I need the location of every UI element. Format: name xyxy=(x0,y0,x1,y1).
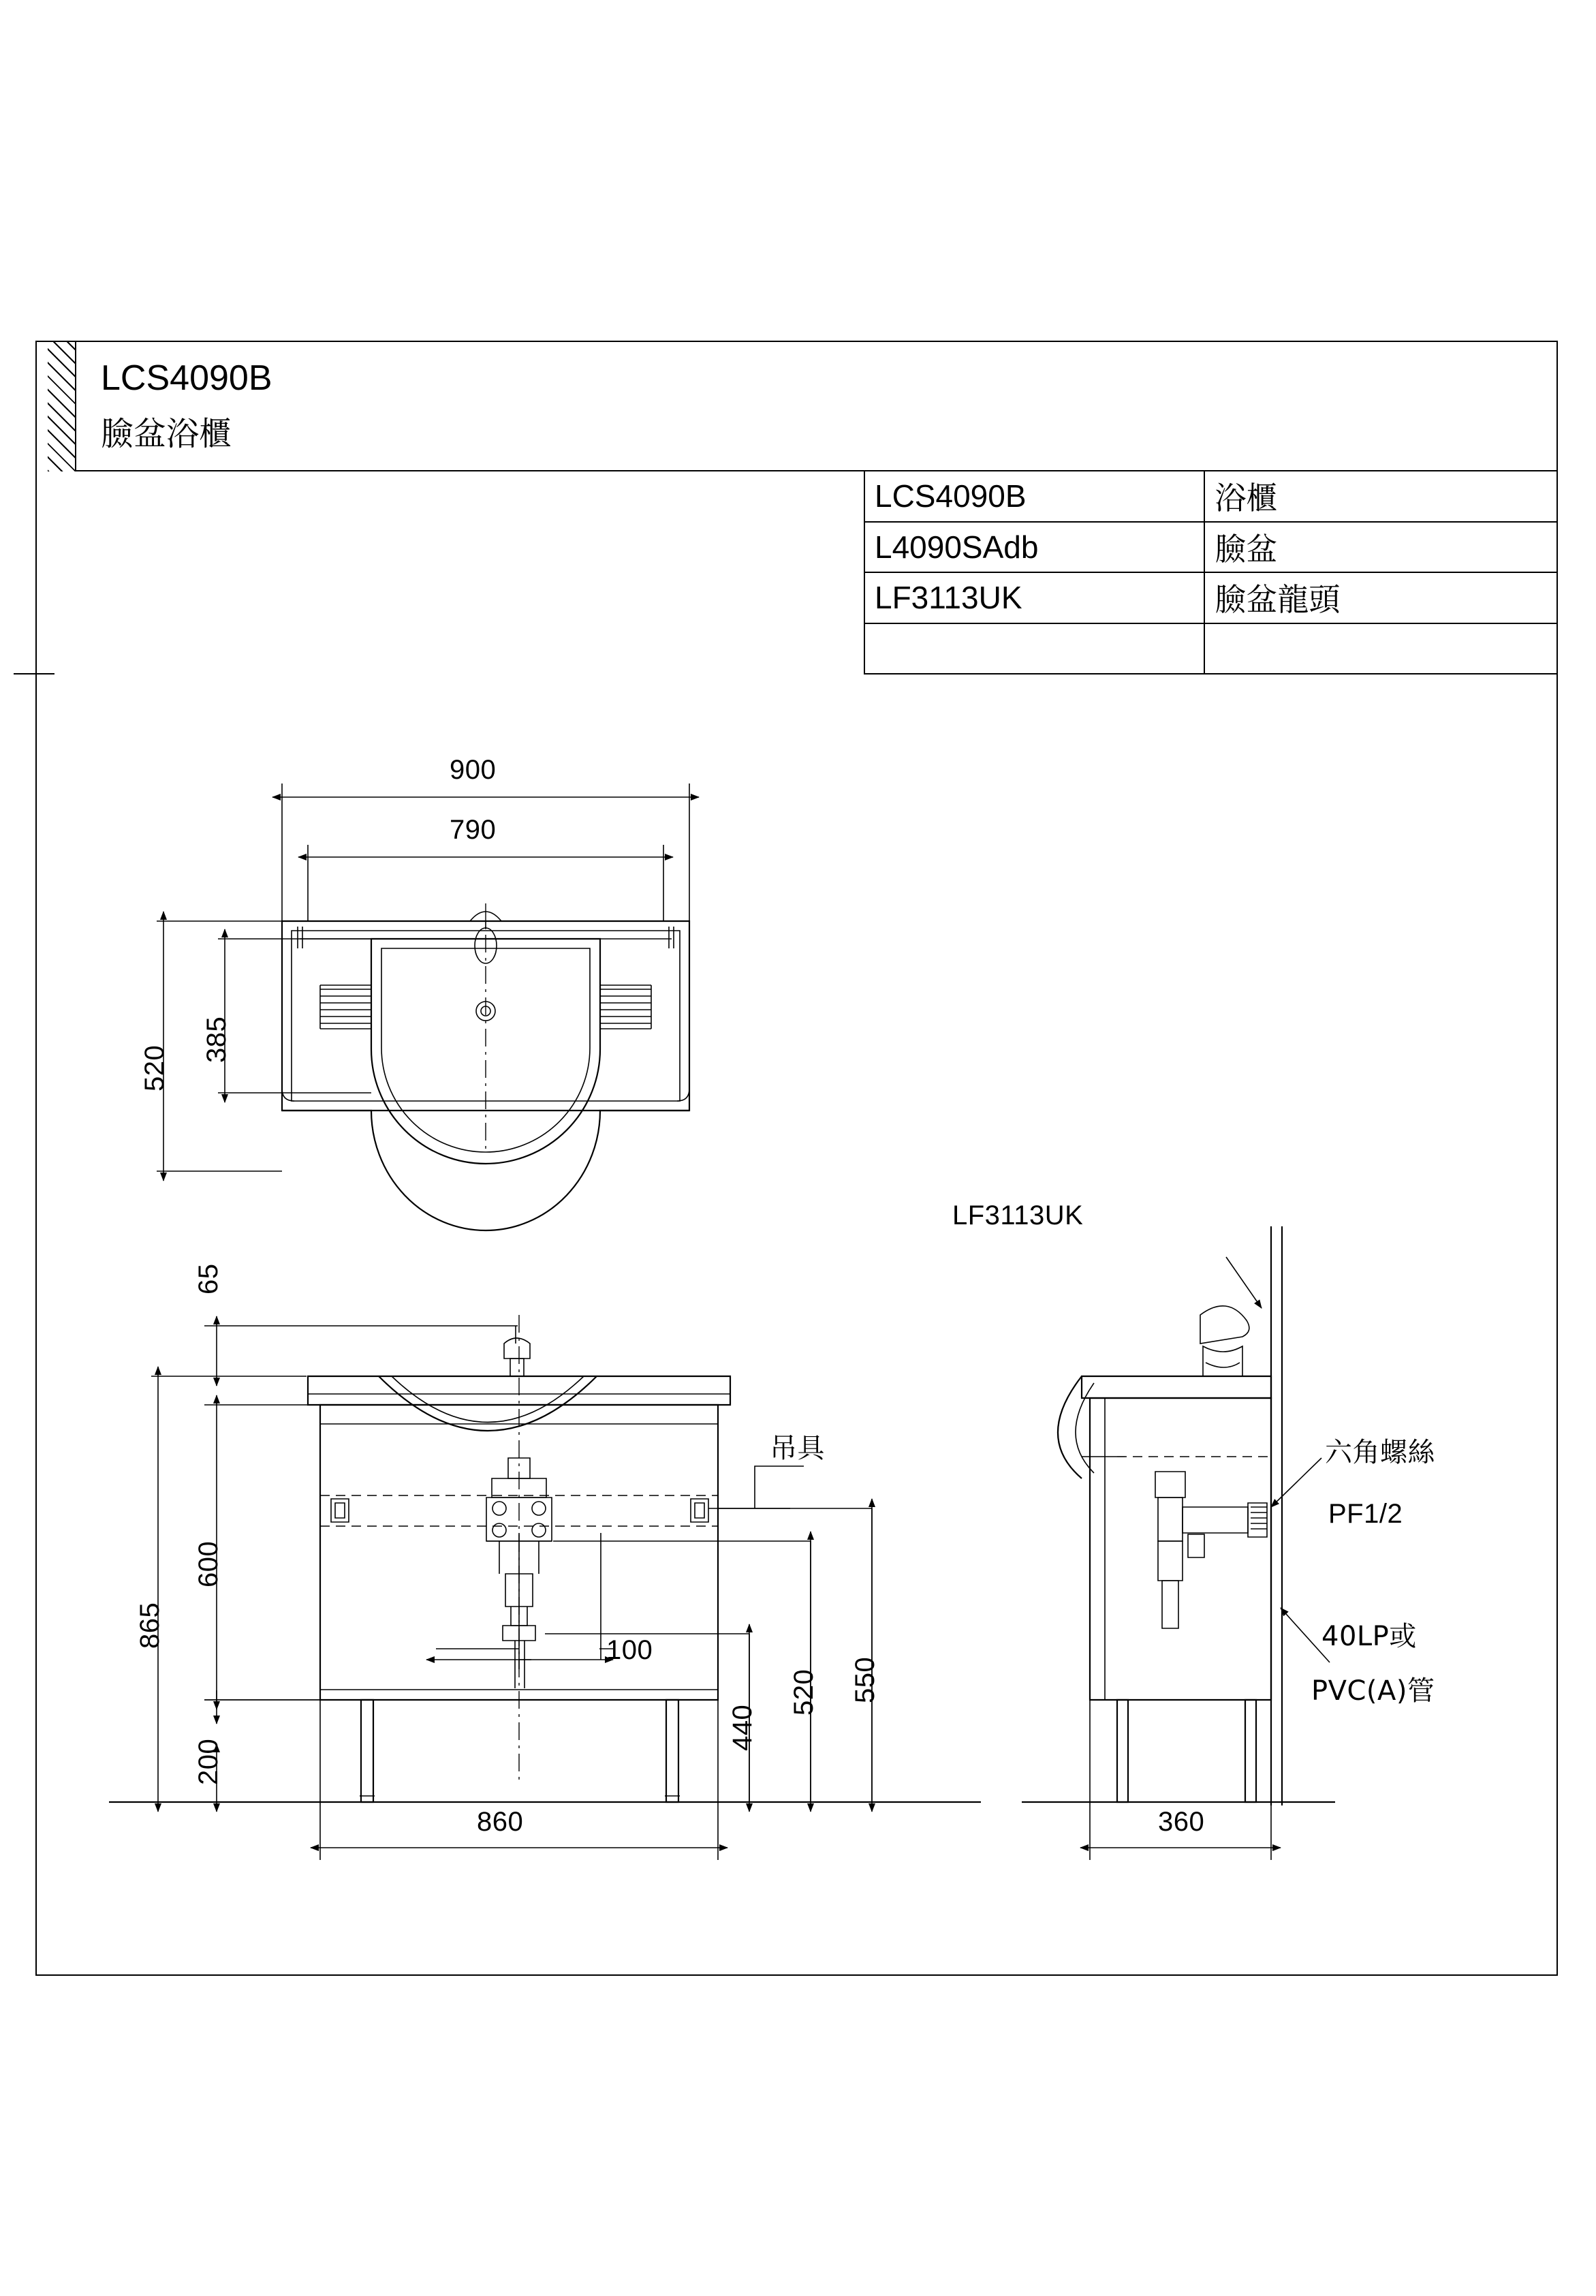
label-hanger: 吊具 xyxy=(770,1433,825,1464)
label-hex-screw: 六角螺絲 xyxy=(1325,1437,1435,1468)
dim-drain-height: 440 xyxy=(727,1704,757,1751)
parts-table xyxy=(864,470,1558,674)
dim-overall-depth: 520 xyxy=(140,1044,170,1091)
dim-basin-depth: 385 xyxy=(202,1016,232,1063)
part-code xyxy=(864,623,1204,674)
dim-cabinet-width: 860 xyxy=(477,1807,524,1837)
table-row xyxy=(864,572,1557,623)
dim-cabinet-depth: 360 xyxy=(1158,1807,1205,1837)
table-row xyxy=(864,623,1557,674)
dim-total-height: 865 xyxy=(135,1602,165,1649)
part-desc: 臉盆 xyxy=(1204,522,1557,573)
dim-hanger-height: 550 xyxy=(850,1656,880,1703)
dim-cabinet-height: 600 xyxy=(193,1540,223,1587)
label-pipe-line1: 40LP或 xyxy=(1321,1621,1417,1652)
dim-leg-height: 200 xyxy=(193,1738,223,1785)
dim-centre-offset: 100 xyxy=(606,1635,653,1665)
dim-basin-width: 790 xyxy=(450,815,497,845)
dim-overall-width: 900 xyxy=(450,755,497,785)
part-code: LCS4090B xyxy=(864,471,1204,522)
label-thread-size: PF1/2 xyxy=(1328,1499,1403,1529)
dim-supply-height: 520 xyxy=(789,1669,819,1716)
part-code: LF3113UK xyxy=(864,572,1204,623)
title-name: 臉盆浴櫃 xyxy=(101,415,232,453)
part-code: L4090SAdb xyxy=(864,522,1204,573)
table-row xyxy=(864,471,1557,522)
part-desc xyxy=(1204,623,1557,674)
title-code: LCS4090B xyxy=(101,358,272,398)
label-pipe-line2: PVC(A)管 xyxy=(1311,1675,1435,1707)
label-faucet-model: LF3113UK xyxy=(952,1200,1084,1230)
title-hatch-icon xyxy=(48,342,76,471)
title-block xyxy=(48,342,1556,471)
dim-counter-to-faucet: 65 xyxy=(193,1263,223,1294)
part-desc: 臉盆龍頭 xyxy=(1204,572,1557,623)
part-desc: 浴櫃 xyxy=(1204,471,1557,522)
table-row xyxy=(864,522,1557,573)
frame-left-tick xyxy=(14,673,54,674)
